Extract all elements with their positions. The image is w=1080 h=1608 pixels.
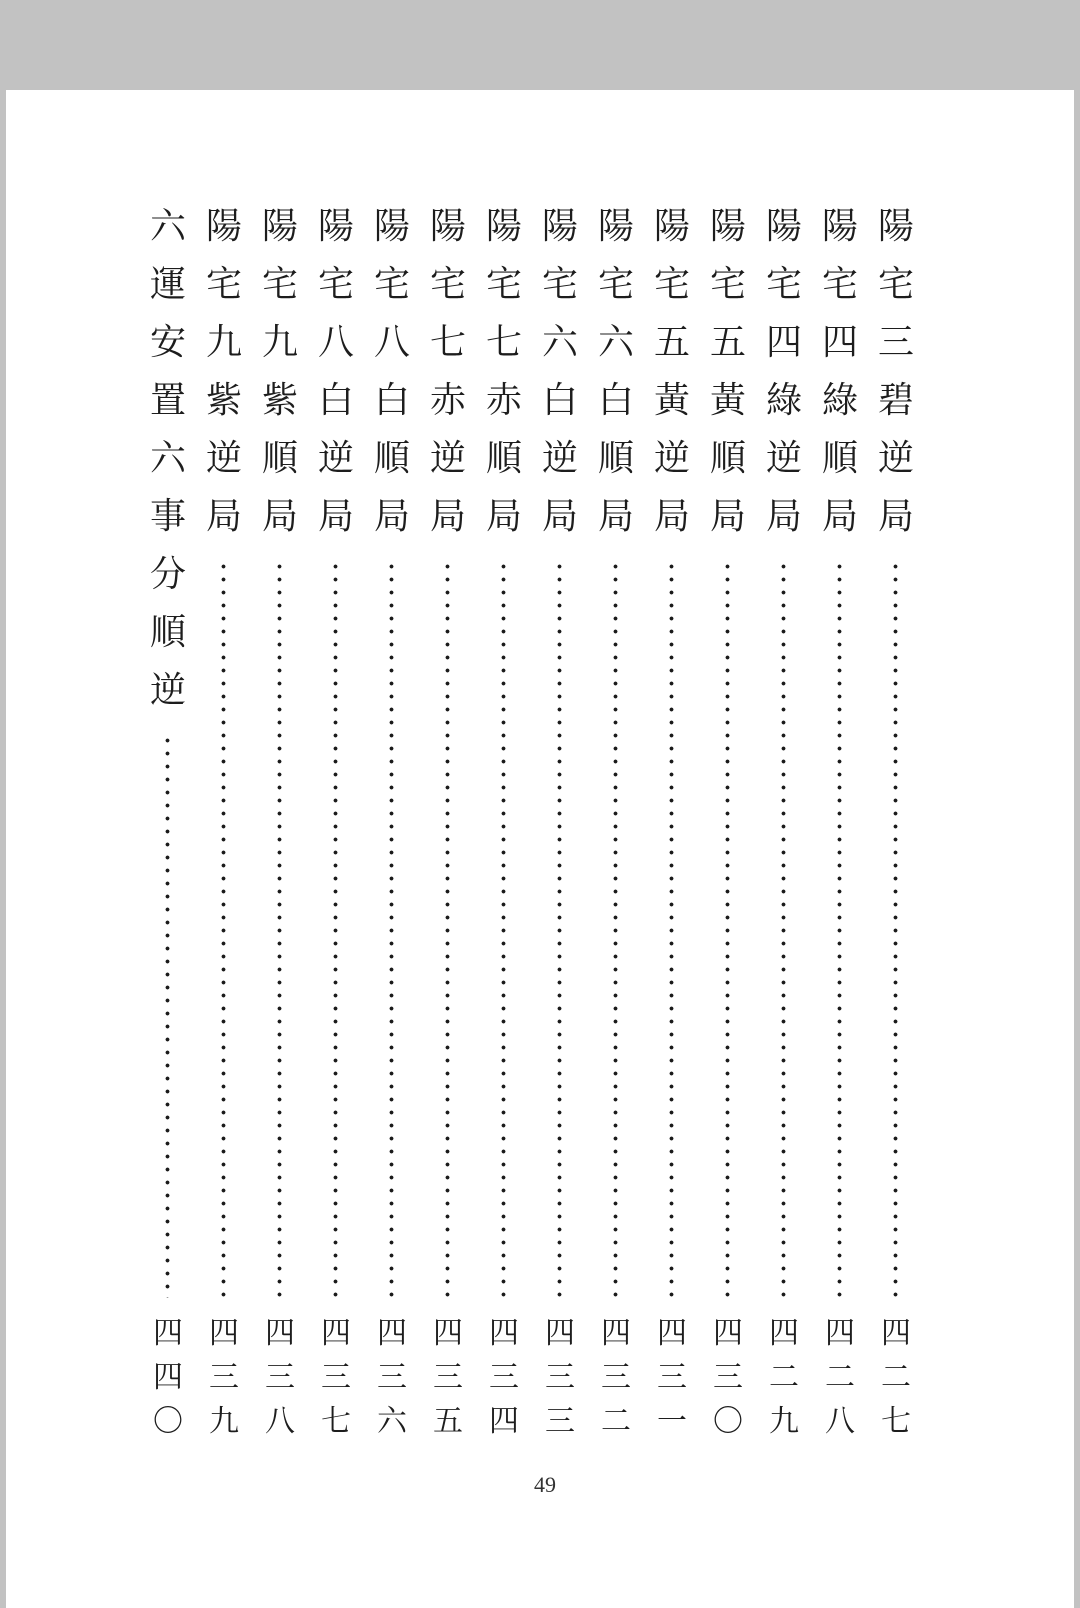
- entry-page-number: 四二七: [881, 1316, 911, 1439]
- dot-leader: [781, 560, 786, 1298]
- toc-entry: [646, 90, 698, 1608]
- dot-leader: [221, 560, 226, 1298]
- entry-page-number: 四三一: [657, 1316, 687, 1439]
- dot-leader: [725, 560, 730, 1298]
- entry-page-number: 四三八: [265, 1316, 295, 1439]
- toc-entry: [366, 90, 418, 1608]
- entry-page-number: 四三三: [545, 1316, 575, 1439]
- dot-leader: [669, 560, 674, 1298]
- dot-leader: [837, 560, 842, 1298]
- toc-entry: [422, 90, 474, 1608]
- entry-title: 陽宅八白順局: [373, 206, 410, 537]
- dot-leader: [893, 560, 898, 1298]
- toc-entry: [310, 90, 362, 1608]
- dot-leader: [557, 560, 562, 1298]
- dot-leader: [333, 560, 338, 1298]
- entry-title: 陽宅五黃逆局: [653, 206, 690, 537]
- entry-title: 陽宅六白逆局: [541, 206, 578, 537]
- entry-page-number: 四二九: [769, 1316, 799, 1439]
- entry-title: 六運安置六事分順逆: [149, 206, 186, 711]
- entry-title: 陽宅七赤逆局: [429, 206, 466, 537]
- entry-page-number: 四二八: [825, 1316, 855, 1439]
- page-number: 49: [534, 1472, 556, 1497]
- entry-title: 陽宅四綠逆局: [765, 206, 802, 537]
- toc-entry: [478, 90, 530, 1608]
- entry-title: 陽宅九紫順局: [261, 206, 298, 537]
- entry-title: 陽宅九紫逆局: [205, 206, 242, 537]
- toc-entry: [534, 90, 586, 1608]
- entry-page-number: 四三六: [377, 1316, 407, 1439]
- dot-leader: [445, 560, 450, 1298]
- toc-entry: [814, 90, 866, 1608]
- toc-entry: [590, 90, 642, 1608]
- entry-title: 陽宅五黃順局: [709, 206, 746, 537]
- dot-leader: [389, 560, 394, 1298]
- entry-title: 陽宅三碧逆局: [877, 206, 914, 537]
- entry-page-number: 四三四: [489, 1316, 519, 1439]
- entry-page-number: 四三二: [601, 1316, 631, 1439]
- toc-entry: [142, 90, 194, 1608]
- dot-leader: [165, 734, 170, 1298]
- toc-entry: [758, 90, 810, 1608]
- book-page: [6, 90, 1074, 1608]
- entry-title: 陽宅七赤順局: [485, 206, 522, 537]
- dot-leader: [501, 560, 506, 1298]
- entry-title: 陽宅八白逆局: [317, 206, 354, 537]
- entry-page-number: 四三五: [433, 1316, 463, 1439]
- entry-page-number: 四三〇: [713, 1316, 743, 1439]
- toc-entry: [870, 90, 922, 1608]
- entry-title: 陽宅四綠順局: [821, 206, 858, 537]
- toc-entry: [198, 90, 250, 1608]
- toc-entry: [702, 90, 754, 1608]
- entry-page-number: 四三七: [321, 1316, 351, 1439]
- entry-title: 陽宅六白順局: [597, 206, 634, 537]
- entry-page-number: 四四〇: [153, 1316, 183, 1439]
- dot-leader: [277, 560, 282, 1298]
- entry-page-number: 四三九: [209, 1316, 239, 1439]
- dot-leader: [613, 560, 618, 1298]
- toc-entry: [254, 90, 306, 1608]
